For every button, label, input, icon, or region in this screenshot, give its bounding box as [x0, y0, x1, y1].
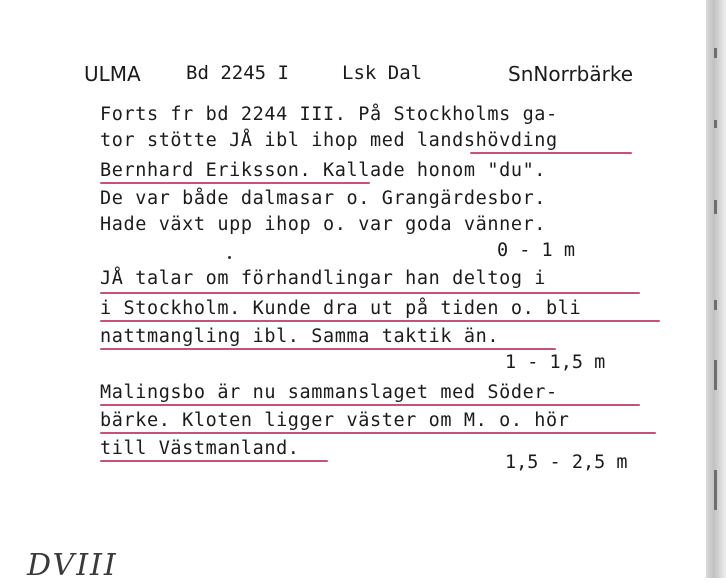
body-line-5: Hade växt upp ihop o. var goda vänner. — [100, 214, 547, 235]
underline-1 — [470, 152, 632, 154]
card-edge-right — [706, 0, 726, 578]
body-line-4: De var både dalmasar o. Grangärdesbor. — [100, 188, 547, 209]
body-line-3: Bernhard Eriksson. Kallade honom "du". — [100, 160, 547, 181]
ink-dot — [228, 256, 231, 259]
time-range-1: 0 - 1 m — [497, 240, 575, 261]
underline-7 — [100, 432, 656, 434]
underline-5 — [100, 348, 556, 350]
body-line-8: nattmangling ibl. Samma taktik än. — [100, 326, 500, 347]
body-line-11: till Västmanland. — [100, 438, 300, 459]
time-range-3: 1,5 - 2,5 m — [505, 452, 628, 473]
body-line-7: i Stockholm. Kunde dra ut på tiden o. bli — [100, 298, 582, 319]
time-range-2: 1 - 1,5 m — [505, 352, 606, 373]
underline-4 — [100, 320, 660, 322]
region-label: Lsk Dal — [342, 62, 423, 84]
archive-stamp: DVIII — [27, 548, 118, 583]
body-line-1: Forts fr bd 2244 III. På Stockholms ga- — [100, 104, 558, 125]
underline-2 — [100, 182, 370, 184]
underline-8 — [100, 460, 328, 462]
collection-label: ULMA — [84, 62, 141, 86]
body-line-2: tor stötte JÅ ibl ihop med landshövding — [100, 130, 558, 151]
body-line-10: bärke. Kloten ligger väster om M. o. hör — [100, 410, 570, 431]
parish-label: SnNorrbärke — [508, 62, 634, 86]
underline-6 — [100, 404, 640, 406]
underline-3 — [100, 292, 640, 294]
body-line-9: Malingsbo är nu sammanslaget med Söder- — [100, 382, 558, 403]
card-header — [84, 62, 664, 88]
volume-label: Bd 2245 I — [186, 62, 289, 84]
body-line-6: JÅ talar om förhandlingar han deltog i — [100, 268, 547, 289]
